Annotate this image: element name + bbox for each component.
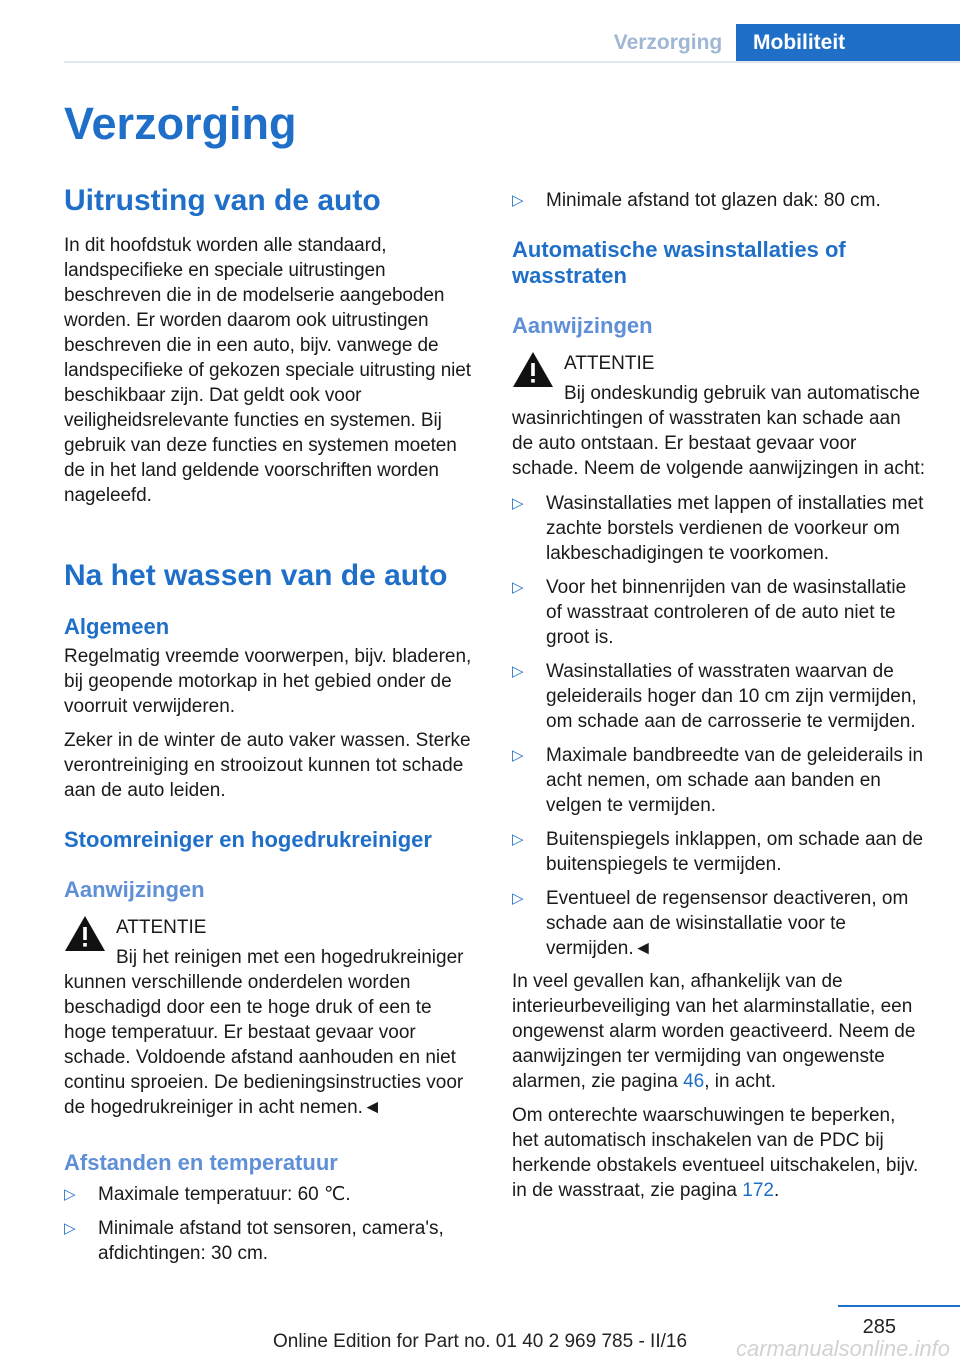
tab-verzorging[interactable]: Verzorging <box>613 31 723 54</box>
list-item: ▷ Wasinstallaties of wasstraten waarvan de geleiderails hoger dan 10 cm zijn vermijden, om schade aan de carrosserie te vermijden. <box>512 661 917 732</box>
warning-triangle-icon <box>512 351 554 388</box>
watermark: carmanualsonline.info <box>735 1336 950 1361</box>
warning-label-right: ATTENTIE <box>564 353 655 374</box>
edition-footer: Online Edition for Part no. 01 40 2 969 785 - II/16 <box>272 1331 688 1352</box>
warning-triangle-icon <box>64 915 106 952</box>
algemeen-paragraph-2: Zeker in de winter de auto vaker wassen. Sterke verontreiniging en strooizout kunnen tot schade aan de auto leiden. <box>64 730 471 801</box>
list-item: ▷ Minimale afstand tot sensoren, camera's, afdichtingen: 30 cm. <box>64 1218 444 1264</box>
wasinstallaties-list <box>512 491 927 961</box>
aanwijzingen-title-right: Aanwijzingen <box>512 313 653 338</box>
list-item: ▷ Minimale afstand tot glazen dak: 80 cm. <box>512 190 881 211</box>
bullet-icon: ▷ <box>512 579 524 596</box>
right-column <box>512 183 927 1203</box>
section-wassen-title: Na het wassen van de auto <box>64 559 448 592</box>
left-column <box>64 183 479 1266</box>
bullet-icon: ▷ <box>512 890 524 907</box>
afstanden-title: Afstanden en temperatuur <box>64 1150 338 1175</box>
warning-text-right: Bij ondeskundig gebruik van automatische wasinrichtingen of wasstraten kan schade aan de auto ontstaan. Er bestaat gevaar voor schade. Neem de volgende aanwijzingen in acht: <box>512 383 925 479</box>
tab-mobiliteit[interactable]: Mobiliteit <box>736 24 960 62</box>
warning-text-left: Bij het reinigen met een hogedrukreiniger kunnen verschillende onderdelen worden beschadigd door een te hoge druk of een te hoge temperatuur. Er bestaat gevaar voor schade. Voldoende afstand aanhouden en niet continu sproeien. De bedieningsinstructies voor de hogedrukreiniger in acht nemen.◄ <box>64 947 464 1118</box>
bullet-icon: ▷ <box>512 663 524 680</box>
page-ref-172-link[interactable]: 172 <box>742 1180 774 1201</box>
alarm-paragraph: In veel gevallen kan, afhankelijk van de interieurbeveiliging van het alarminstallatie, een ongewenst alarm worden geactiveerd. Neem de aanwijzingen ter vermijding van ongewenste alarmen, zie pagina 46, in acht. <box>512 971 916 1092</box>
list-item: ▷ Voor het binnenrijden van de wasinstallatie of wasstraat controleren of de auto niet te groot is. <box>512 577 907 648</box>
wasinstallaties-title: Automatische wasinstallaties of wasstraten <box>512 237 846 288</box>
page-ref-46-link[interactable]: 46 <box>683 1071 705 1092</box>
warning-block-right <box>512 351 927 481</box>
warning-label-left: ATTENTIE <box>116 917 207 938</box>
bullet-icon: ▷ <box>64 1220 76 1237</box>
bullet-icon: ▷ <box>512 831 524 848</box>
afstanden-list <box>64 1182 479 1266</box>
algemeen-title: Algemeen <box>64 614 170 639</box>
pdc-paragraph: Om onterechte waarschuwingen te beperken, het automatisch inschakelen van de PDC bij herkende obstakels eventueel uitschakelen, bijv. in de wasstraat, zie pagina 172. <box>512 1105 919 1201</box>
list-item: ▷ Maximale temperatuur: 60 ℃. <box>64 1184 351 1205</box>
footer-accent-line <box>838 1305 960 1307</box>
aanwijzingen-title-left: Aanwijzingen <box>64 877 205 902</box>
list-item: ▷ Wasinstallaties met lappen of installaties met zachte borstels verdienen de voorkeur om lakbeschadigingen te voorkomen. <box>512 493 924 564</box>
bullet-icon: ▷ <box>512 495 524 512</box>
glazen-dak-list <box>512 188 927 213</box>
bullet-icon: ▷ <box>512 747 524 764</box>
stoomreiniger-title: Stoomreiniger en hogedrukreiniger <box>64 827 432 852</box>
section-uitrusting-body: In dit hoofdstuk worden alle standaard, landspecifieke en speciale uitrustingen beschreven die in de modelserie aangeboden worden. Er worden daarom ook uitrustingen beschreven die in een auto, bijv. vanwege de landspecifieke of gekozen speciale uitrusting niet beschikbaar zijn. Dat geldt ook voor veiligheidsrelevante functies en systemen. Bij gebruik van deze functies en systemen moeten de in het land geldende voorschriften worden nageleefd. <box>64 235 471 506</box>
list-item: ▷ Eventueel de regensensor deactiveren, om schade aan de wisinstallatie voor te vermijden.◄ <box>512 888 909 959</box>
page-number: 285 <box>862 1316 896 1338</box>
list-item: ▷ Maximale bandbreedte van de geleiderails in acht nemen, om schade aan banden en velgen te vermijden. <box>512 745 924 816</box>
algemeen-paragraph-1: Regelmatig vreemde voorwerpen, bijv. bladeren, bij geopende motorkap in het gebied onder de voorruit verwijderen. <box>64 646 472 717</box>
list-item: ▷ Buitenspiegels inklappen, om schade aan de buitenspiegels te vermijden. <box>512 829 924 875</box>
header-divider <box>64 61 960 63</box>
page-title: Verzorging <box>64 98 297 149</box>
bullet-icon: ▷ <box>512 192 524 209</box>
bullet-icon: ▷ <box>64 1186 76 1203</box>
warning-block-left <box>64 915 479 1120</box>
section-uitrusting-title: Uitrusting van de auto <box>64 184 381 217</box>
